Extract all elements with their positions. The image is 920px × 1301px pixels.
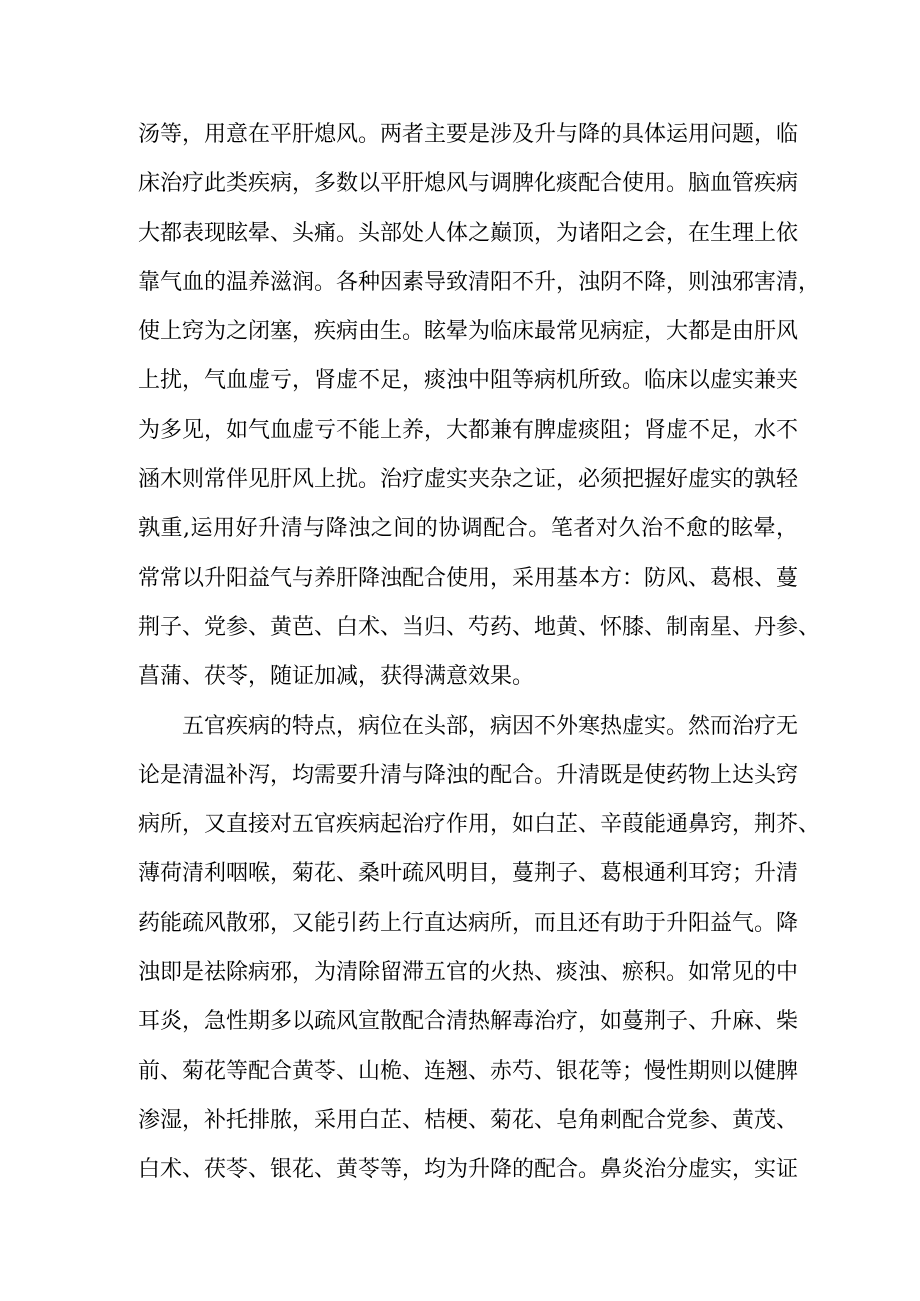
- text-line: 涵木则常伴见肝风上扰。治疗虚实夹杂之证，必须把握好虚实的孰轻: [138, 467, 799, 493]
- document-page: [138, 110, 821, 1195]
- text-line: 菖蒲、茯苓，随证加减，获得满意效果。: [138, 664, 535, 690]
- paragraph-1: [138, 110, 821, 702]
- text-line: 渗湿，补托排脓，采用白芷、桔梗、菊花、皂角刺配合党参、黄茂、: [138, 1107, 799, 1133]
- text-line: 床治疗此类疾病，多数以平肝熄风与调脾化痰配合使用。脑血管疾病: [138, 171, 799, 197]
- text-line: 浊即是祛除病邪，为清除留滞五官的火热、痰浊、瘀积。如常见的中: [138, 960, 799, 986]
- text-line: 药能疏风散邪，又能引药上行直达病所，而且还有助于升阳益气。降: [138, 910, 799, 936]
- text-line: 大都表现眩晕、头痛。头部处人体之巅顶，为诸阳之会，在生理上依: [138, 220, 799, 246]
- text-line: 荆子、党参、黄芭、白术、当归、芍药、地黄、怀膝、制南星、丹参、: [138, 614, 821, 640]
- text-line: 五官疾病的特点，病位在头部，病因不外寒热虚实。然而治疗无: [182, 713, 799, 739]
- text-line: 前、菊花等配合黄苓、山桅、连翘、赤芍、银花等；慢性期则以健脾: [138, 1058, 799, 1084]
- text-line: 耳炎，急性期多以疏风宣散配合清热解毒治疗，如蔓荆子、升麻、柴: [138, 1009, 799, 1035]
- text-line: 为多见，如气血虚亏不能上养，大都兼有脾虚痰阻；肾虚不足，水不: [138, 417, 799, 443]
- text-line: 汤等，用意在平肝熄风。两者主要是涉及升与降的具体运用问题，临: [138, 122, 799, 147]
- text-line: 常常以升阳益气与养肝降浊配合使用，采用基本方：防风、葛根、蔓: [138, 565, 799, 591]
- text-line: 使上窍为之闭塞，疾病由生。眩晕为临床最常见病症，大都是由肝风: [138, 319, 799, 345]
- text-line: 上扰，气血虚亏，肾虚不足，痰浊中阻等病机所致。临床以虚实兼夹: [138, 368, 799, 394]
- text-line: 薄荷清利咽喉，菊花、桑叶疏风明目，蔓荆子、葛根通利耳窍；升清: [138, 861, 799, 887]
- text-line: 白术、茯苓、银花、黄苓等，均为升降的配合。鼻炎治分虚实，实证: [138, 1157, 799, 1183]
- text-line: 论是清温补泻，均需要升清与降浊的配合。升清既是使药物上达头窍: [138, 762, 799, 788]
- text-line: 病所，又直接对五官疾病起治疗作用，如白芷、辛葭能通鼻窍，荆芥、: [138, 812, 821, 838]
- paragraph-2: [138, 702, 821, 1195]
- text-line: 靠气血的温养滋润。各种因素导致清阳不升，浊阴不降，则浊邪害清，: [138, 269, 821, 295]
- text-line: 孰重,运用好升清与降浊之间的协调配合。笔者对久治不愈的眩晕，: [138, 516, 798, 542]
